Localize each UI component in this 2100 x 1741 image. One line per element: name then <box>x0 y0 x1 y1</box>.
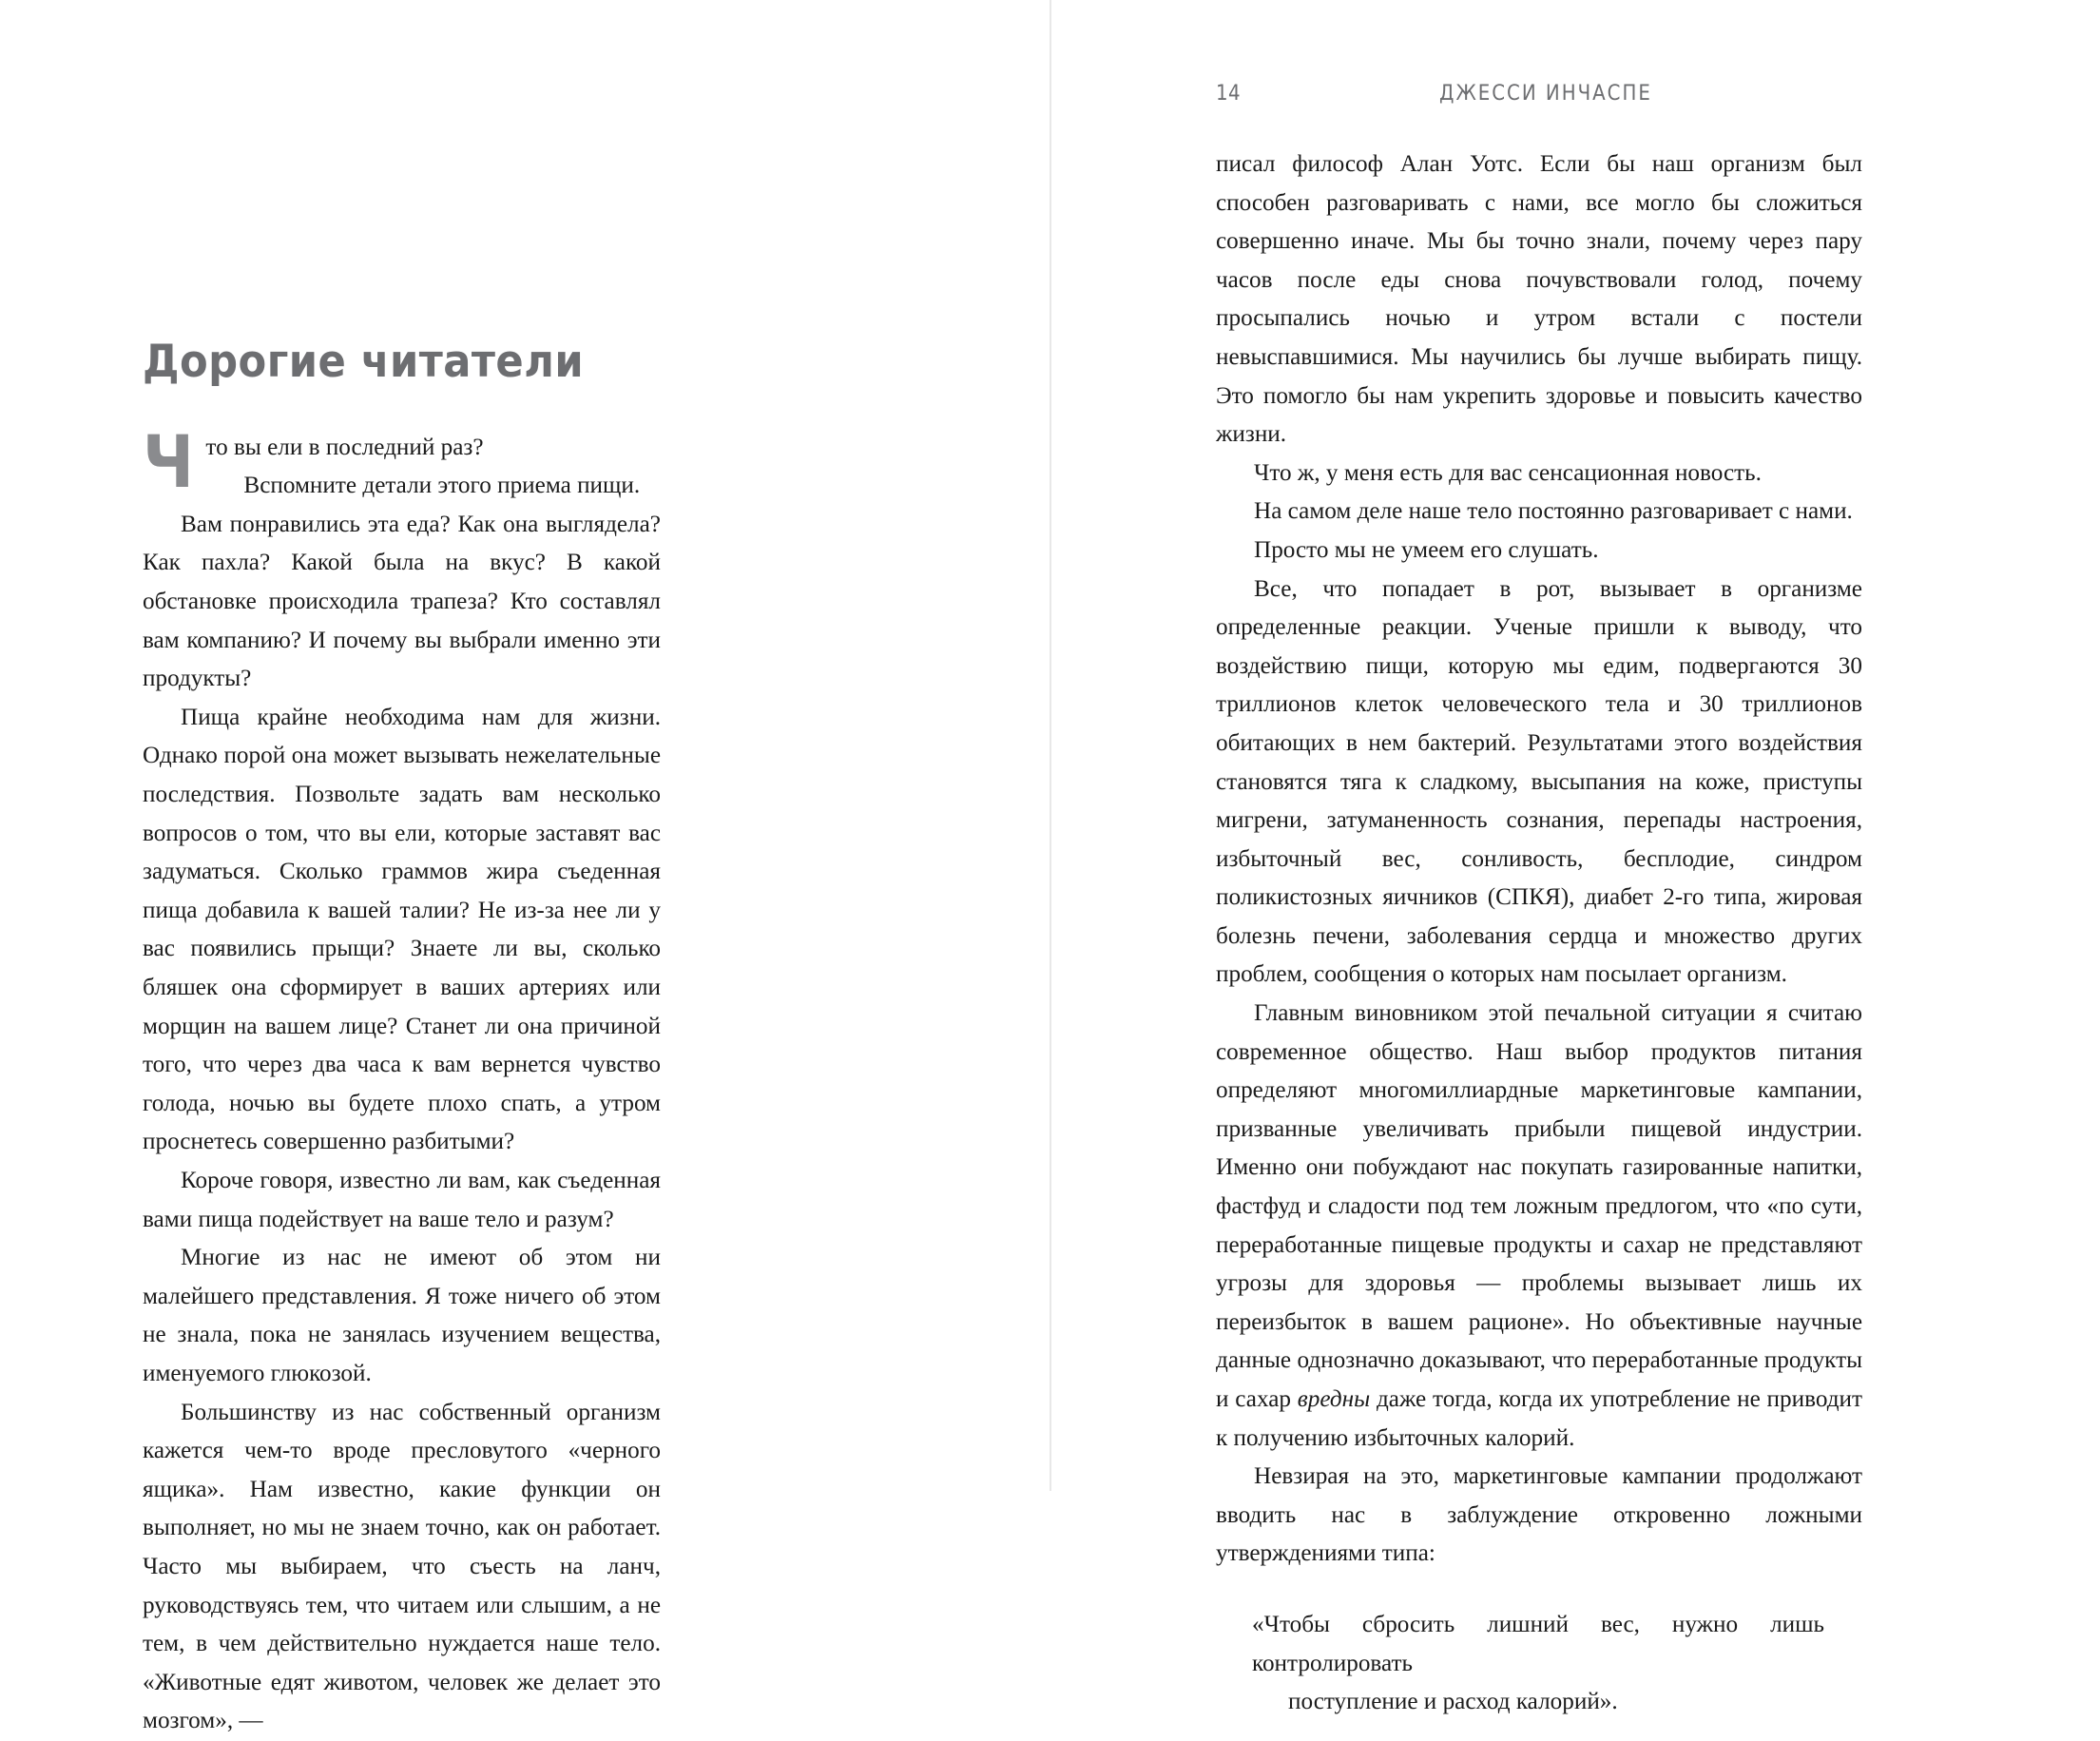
paragraph: Невзирая на это, маркетинговые кампании продолжают вводить нас в заблуждение откровенно ложными утверждениями типа: <box>1216 1463 1862 1567</box>
paragraph: писал философ Алан Уотс. Если бы наш организм был способен разговаривать с нами, все могло бы сложиться совершенно иначе. Мы бы точно знали, почему через пару часов после еды снова почувствовали голод, почему просыпались ночью и утром встали с постели невыспавшимися. Мы научились бы лучше выбирать пищу. Это помогло бы нам укрепить здоровье и повысить качество жизни. <box>1216 151 1862 448</box>
right-page <box>1050 0 2100 1715</box>
page-number: 14 <box>1216 82 1242 106</box>
running-head-author: ДЖЕССИ ИНЧАСПЕ <box>1439 82 1652 106</box>
left-page-text-column <box>143 0 661 1741</box>
paragraph: Многие из нас не имеют об этом ни малейшего представления. Я тоже ничего об этом не знала, пока не занялась изучением вещества, именуемого глюкозой. <box>143 1245 661 1386</box>
drop-cap: Ч <box>143 418 195 504</box>
pull-quote-block <box>1216 1606 1824 1722</box>
paragraph-opening-text-2: Вспомните детали этого приема пищи. <box>243 473 641 499</box>
pull-quote-line-2: поступление и расход калорий». <box>1288 1689 1618 1715</box>
left-page <box>0 0 1050 1734</box>
paragraph-opening-text: то вы ели в последний раз? <box>205 434 484 460</box>
paragraph: Пища крайне необходима нам для жизни. Однако порой она может вызывать нежелательные последствия. Позвольте задать вам несколько вопросов о том, что вы ели, которые заставят вас задуматься. Сколько граммов жира съеденная пища добавила к вашей талии? Не из-за нее ли у вас появились прыщи? Знаете ли вы, сколько бляшек она сформирует в ваших артериях или морщин на вашем лице? Станет ли она причиной того, что через два часа к вам вернется чувство голода, ночью вы будете плохо спать, а утром проснетесь совершенно разбитыми? <box>143 704 661 1155</box>
pull-quote-line-1: «Чтобы сбросить лишний вес, нужно лишь контролировать <box>1252 1611 1824 1676</box>
right-page-text-column <box>1216 0 1862 1722</box>
chapter-title: Дорогие читатели <box>143 336 585 388</box>
emphasized-word: вредны <box>1297 1386 1371 1412</box>
paragraph: Что ж, у меня есть для вас сенсационная новость. <box>1254 459 1762 486</box>
paragraph: Все, что попадает в рот, вызывает в организме определенные реакции. Ученые пришли к выводу, что воздействию пищи, которую мы едим, подвергаются 30 триллионов клеток человеческого тела и 30 триллионов обитающих в нем бактерий. Результатами этого воздействия становятся тяга к сладкому, высыпания на коже, приступы мигрени, затуманенность сознания, перепады настроения, избыточный вес, сонливость, бесплодие, синдром поликистозных яичников (СПКЯ), диабет 2-го типа, жировая болезнь печени, заболевания сердца и множество других проблем, сообщения о которых нам посылает организм. <box>1216 575 1862 988</box>
paragraph: На самом деле наше тело постоянно разговаривает с нами. <box>1254 498 1853 525</box>
paragraph-text-before-emphasis: Главным виновником этой печальной ситуации я считаю современное общество. Наш выбор продуктов питания определяют многомиллиардные маркетинговые кампании, призванные увеличивать прибыли пищевой индустрии. Именно они побуждают нас покупать газированные напитки, фастфуд и сладости под тем ложным предлогом, что «по сути, переработанные пищевые продукты и сахар не представляют угрозы для здоровья — проблемы вызывает лишь их переизбыток в вашем рационе». Но объективные научные данные однозначно доказывают, что переработанные продукты и сахар <box>1216 1000 1862 1412</box>
paragraph-opening <box>143 418 661 506</box>
left-page-body <box>143 418 661 1741</box>
paragraph: Вам понравились эта еда? Как она выглядела? Как пахла? Какой была на вкус? В какой обстановке происходила трапеза? Кто составлял вам компанию? И почему вы выбрали именно эти продукты? <box>143 511 661 692</box>
paragraph: Просто мы не умеем его слушать. <box>1254 536 1599 563</box>
running-header <box>1216 82 1862 106</box>
paragraph: Короче говоря, известно ли вам, как съеденная вами пища подействует на ваше тело и разум? <box>143 1167 661 1232</box>
paragraph-with-emphasis <box>1216 995 1862 1458</box>
paragraph-text-after-emphasis: даже тогда, когда их употребление не приводит к получению избыточных калорий. <box>1216 1386 1862 1451</box>
paragraph: Большинству из нас собственный организм кажется чем-то вроде пресловутого «черного ящика». Нам известно, какие функции он выполняет, но мы не знаем точно, как он работает. Часто мы выбираем, что съесть на ланч, руководствуясь тем, что читаем или слышим, а не тем, в чем действительно нуждается наше тело. «Животные едят животом, человек же делает это мозгом», — <box>143 1399 661 1734</box>
right-page-body <box>1216 145 1862 1722</box>
